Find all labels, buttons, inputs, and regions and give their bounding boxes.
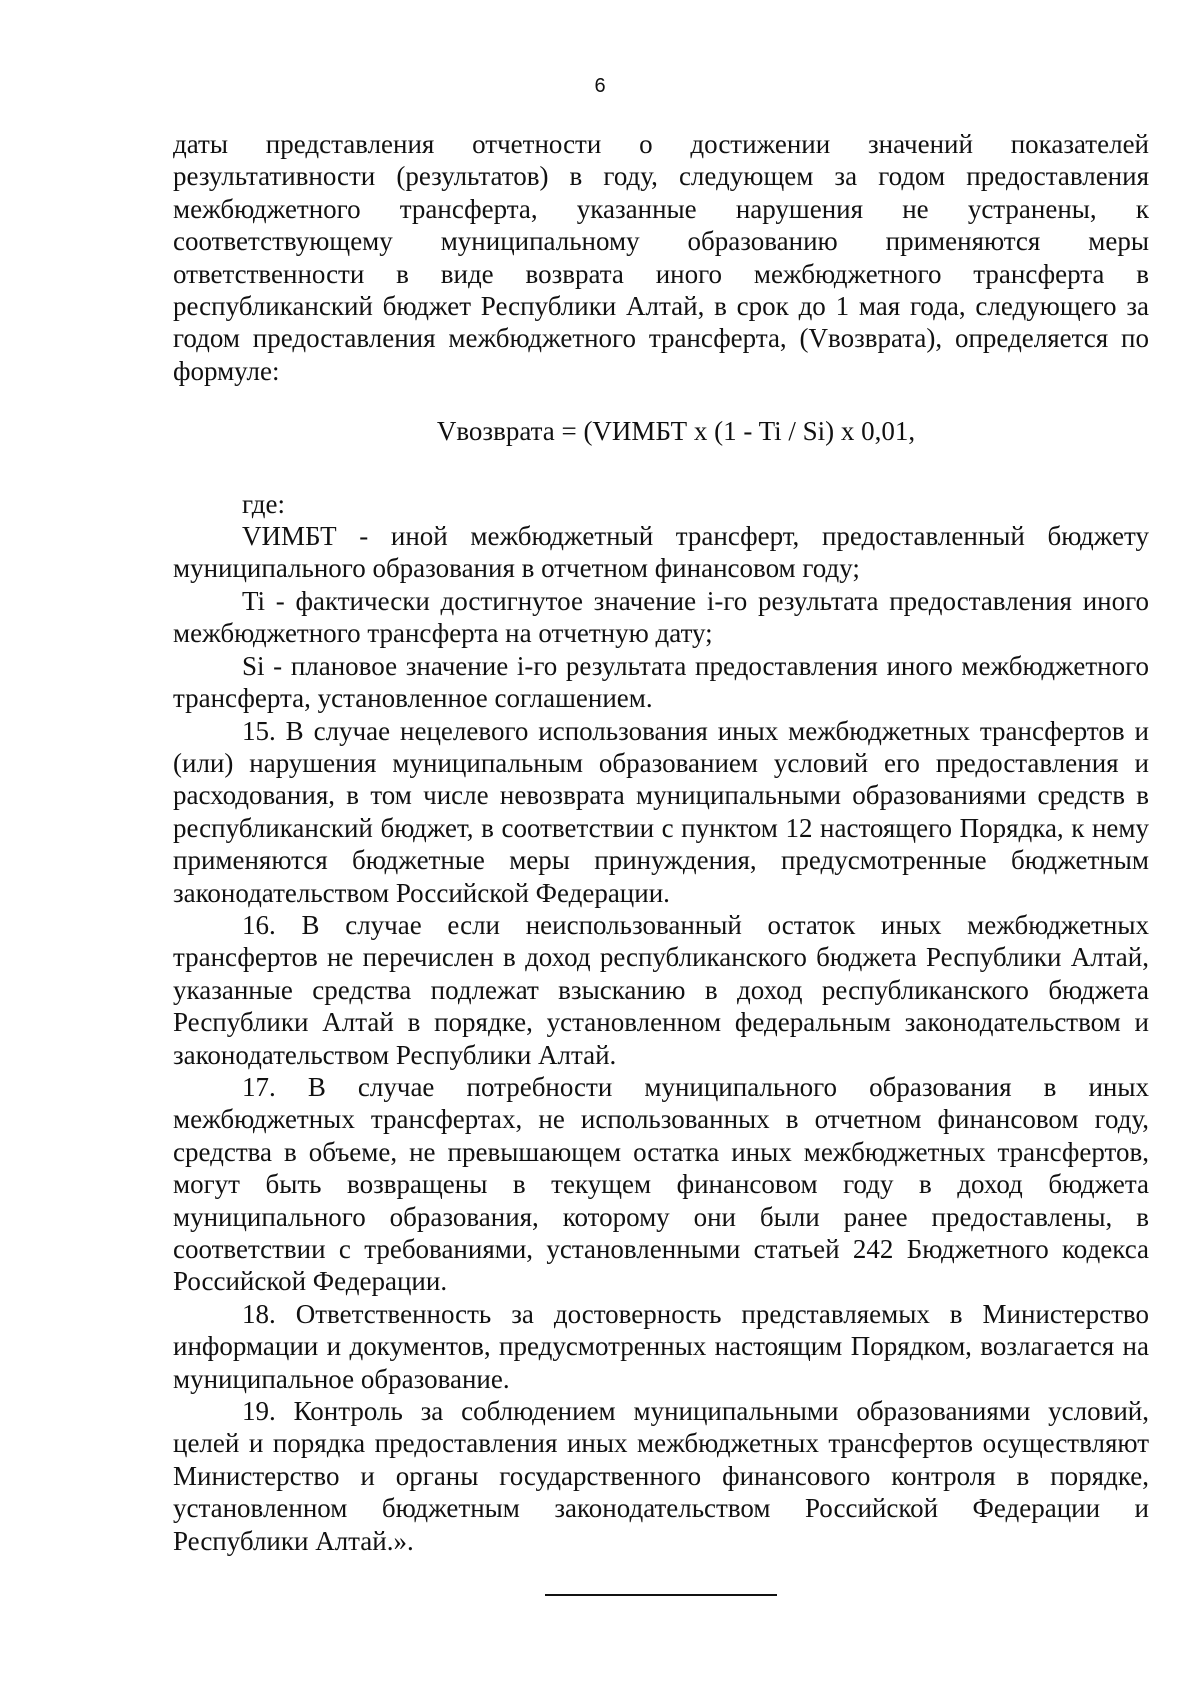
paragraph-16: 16. В случае если неиспользованный остаток иных межбюджетных трансфертов не перечислен в доход республиканского бюджета Республики Алтай, указанные средства подлежат взысканию в доход республиканского бюджета Республики Алтай в порядке, установленном федеральным законодательством и законодательством Республики Алтай. [173, 909, 1149, 1070]
definition-si: Si - плановое значение i-го результата предоставления иного межбюджетного трансферта, установленное соглашением. [173, 650, 1149, 714]
where-label: где: [242, 488, 285, 519]
paragraph-15: 15. В случае нецелевого использования иных межбюджетных трансфертов и (или) нарушения муниципальным образованием условий его предоставления и расходования, в том числе невозврата муниципальными образованиями средств в республиканский бюджет, в соответствии с пунктом 12 настоящего Порядка, к нему применяются бюджетные меры принуждения, предусмотренные бюджетным законодательством Российской Федерации. [173, 715, 1149, 908]
end-divider [545, 1594, 777, 1596]
definition-ti: Ti - фактически достигнутое значение i-го результата предоставления иного межбюджетного трансферта на отчетную дату; [173, 585, 1149, 649]
paragraph-intro: даты представления отчетности о достижении значений показателей результативности (результатов) в году, следующем за годом предоставления межбюджетного трансферта, указанные нарушения не устранены, к соответствующему муниципальному образованию применяются меры ответственности в виде возврата иного межбюджетного трансферта в республиканский бюджет Республики Алтай, в срок до 1 мая года, следующего за годом предоставления межбюджетного трансферта, (Vвозврата), определяется по формуле: [173, 129, 1149, 386]
paragraph-17: 17. В случае потребности муниципального образования в иных межбюджетных трансфертах, не использованных в отчетном финансовом году, средства в объеме, не превышающем остатка иных межбюджетных трансфертов, могут быть возвращены в текущем финансовом году в доход бюджета муниципального образования, которому они были ранее предоставлены, в соответствии с требованиями, установленными статьей 242 Бюджетного кодекса Российской Федерации. [173, 1071, 1149, 1297]
formula: Vвозврата = (VИМБТ x (1 - Ti / Si) x 0,01, [436, 416, 916, 447]
paragraph-19: 19. Контроль за соблюдением муниципальными образованиями условий, целей и порядка предоставления иных межбюджетных трансфертов осуществляют Министерство и органы государственного финансового контроля в порядке, установленном бюджетным законодательством Российской Федерации и Республики Алтай.». [173, 1396, 1149, 1556]
paragraph-18: 18. Ответственность за достоверность представляемых в Министерство информации и документов, предусмотренных настоящим Порядком, возлагается на муниципальное образование. [173, 1298, 1149, 1394]
definition-vimbt: VИМБТ - иной межбюджетный трансферт, предоставленный бюджету муниципального образования в отчетном финансовом году; [173, 521, 1149, 584]
document-body [173, 128, 1149, 1557]
page-number: 6 [594, 75, 606, 97]
